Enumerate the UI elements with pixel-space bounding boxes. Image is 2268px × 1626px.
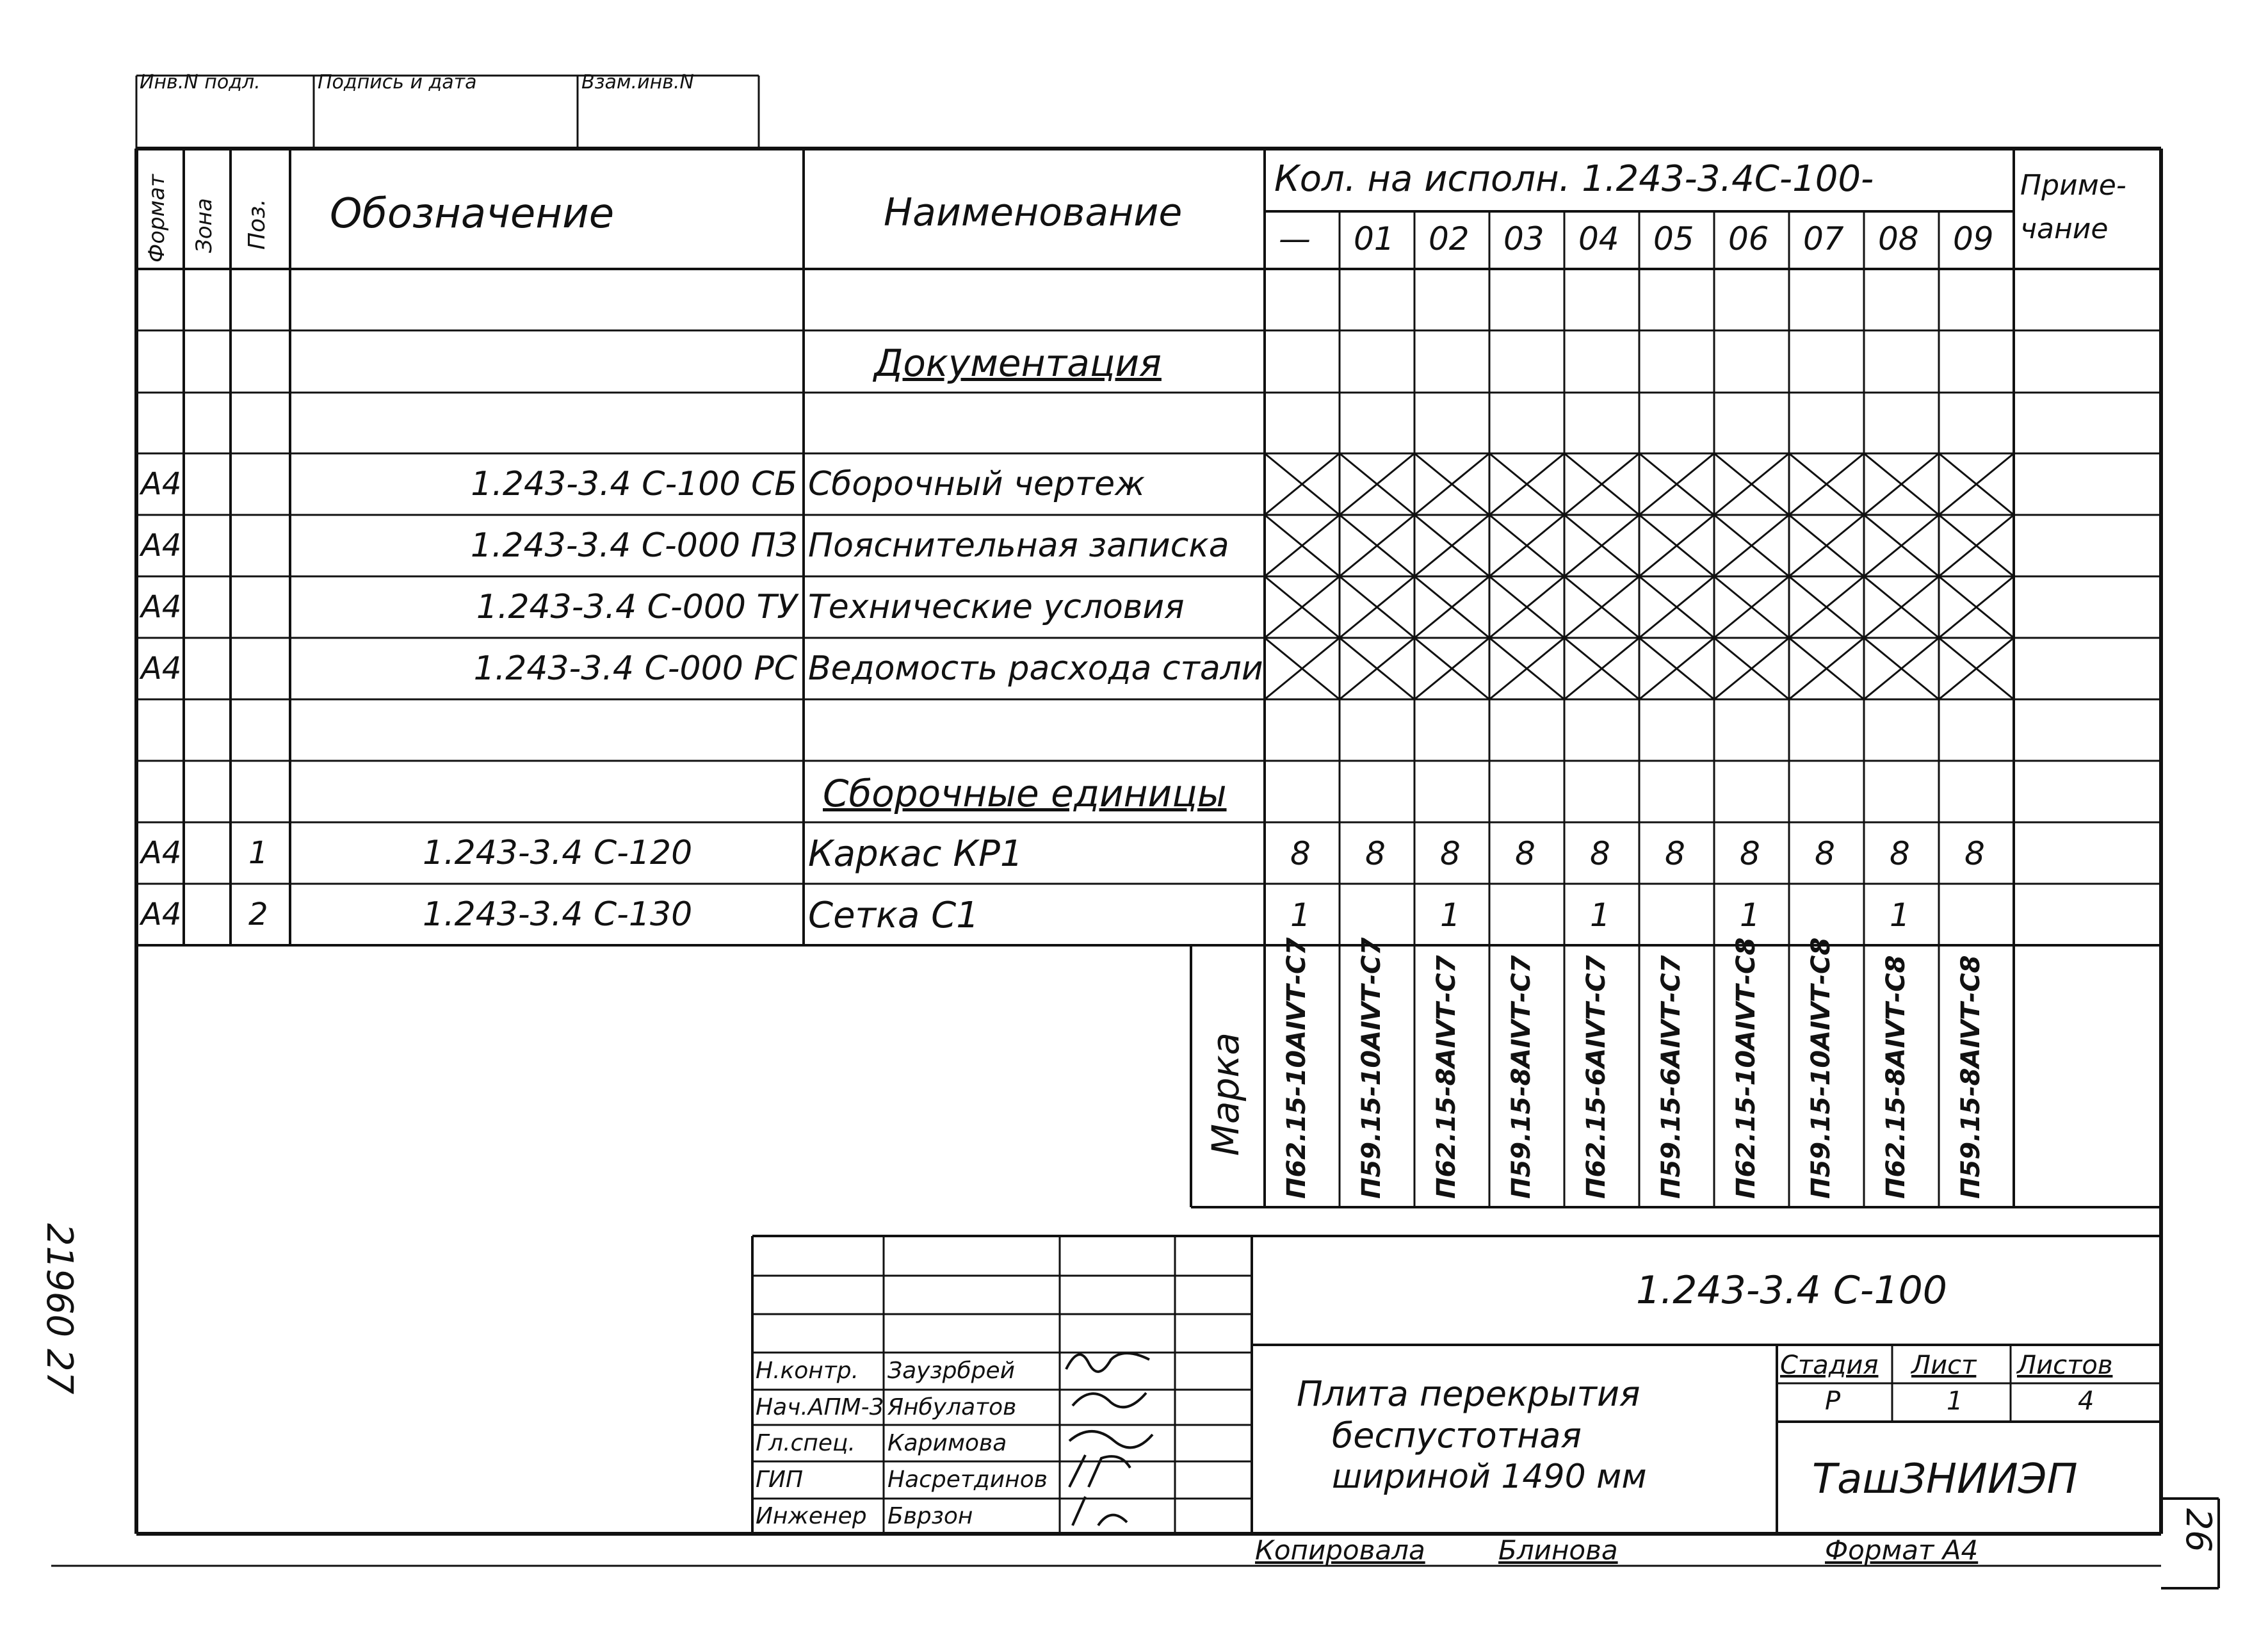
unit-row-format: А4 — [141, 835, 182, 871]
doc-row-name: Технические условия — [808, 588, 1185, 626]
listov-label: Листов — [2017, 1351, 2113, 1380]
stamp-vzam-inv: Взам.инв.N — [581, 71, 694, 93]
unit-row-qty: 8 — [1440, 835, 1461, 872]
footer-kopiroval-name: Блинова — [1498, 1534, 1618, 1566]
marka-item: П59.15-10АⅣТ-С7 — [1357, 937, 1386, 1199]
marka-item: П59.15-6АⅣТ-С7 — [1656, 955, 1686, 1199]
doc-row-name: Сборочный чертеж — [808, 465, 1145, 503]
doc-row-name: Ведомость расхода стали — [808, 649, 1263, 688]
header-zona: Зона — [191, 198, 217, 253]
unit-row-designation: 1.243-3.4 С-130 — [423, 895, 693, 934]
header-oboznachenie: Обозначение — [330, 190, 615, 238]
staff-role: ГИП — [756, 1467, 804, 1493]
unit-row-qty: 8 — [1590, 835, 1610, 872]
marka-label: Марка — [1204, 1032, 1247, 1156]
marka-item: П62.15-10АⅣТ-С8 — [1731, 937, 1761, 1199]
marka-item: П62.15-8АⅣТ-С8 — [1881, 955, 1911, 1199]
variant-header: — — [1279, 220, 1311, 257]
variant-header: 09 — [1953, 220, 1994, 257]
unit-row-qty: 8 — [1365, 835, 1386, 872]
unit-row-qty: 1 — [1740, 897, 1760, 934]
staff-role: Гл.спец. — [756, 1430, 855, 1456]
marka-item: П59.15-8АⅣТ-С8 — [1956, 955, 1986, 1199]
staff-role: Нач.АПМ-3 — [756, 1394, 884, 1420]
unit-row-qty: 8 — [1740, 835, 1760, 872]
unit-row-name: Каркас КР1 — [808, 833, 1023, 875]
header-format: Формат — [144, 174, 170, 263]
unit-row-pos: 1 — [248, 835, 268, 871]
document-code: 1.243-3.4 С-100 — [1636, 1268, 1947, 1313]
doc-row-format: А4 — [141, 528, 182, 564]
stadiya-label: Стадия — [1780, 1351, 1879, 1380]
marka-item: П62.15-10АⅣТ-С7 — [1282, 937, 1311, 1199]
staff-role: Инженер — [756, 1503, 867, 1529]
doc-row-designation: 1.243-3.4 С-000 РС — [473, 649, 797, 688]
unit-row-qty: 1 — [1590, 897, 1610, 934]
title-line-2: беспустотная — [1332, 1415, 1582, 1456]
marka-item: П59.15-10АⅣТ-С8 — [1806, 937, 1836, 1199]
variant-header: 03 — [1503, 220, 1544, 257]
doc-row-name: Пояснительная записка — [808, 526, 1229, 565]
doc-row-format: А4 — [141, 651, 182, 687]
doc-row-designation: 1.243-3.4 С-000 ПЗ — [470, 526, 797, 565]
list-label: Лист — [1911, 1351, 1977, 1380]
header-naimenovanie: Наименование — [884, 190, 1183, 235]
stamp-podpis-data: Подпись и дата — [318, 71, 477, 93]
doc-row-format: А4 — [141, 589, 182, 625]
unit-row-designation: 1.243-3.4 С-120 — [423, 834, 693, 872]
section-assembly: Сборочные единицы — [823, 772, 1227, 815]
variant-header: 05 — [1653, 220, 1694, 257]
archive-number: 21960 27 — [38, 1223, 80, 1395]
variant-header: 06 — [1728, 220, 1769, 257]
variant-header: 08 — [1878, 220, 1919, 257]
doc-row-format: А4 — [141, 466, 182, 502]
header-kol: Кол. на исполн. 1.243-3.4С-100- — [1274, 158, 1874, 200]
unit-row-qty: 8 — [1815, 835, 1835, 872]
marka-item: П62.15-6АⅣТ-С7 — [1582, 955, 1611, 1199]
staff-name: Заузрбрей — [887, 1358, 1016, 1384]
staff-name: Янбулатов — [887, 1394, 1017, 1420]
staff-name: Бврзон — [887, 1503, 973, 1529]
doc-row-designation: 1.243-3.4 С-000 ТУ — [476, 588, 797, 626]
unit-row-qty: 1 — [1440, 897, 1461, 934]
staff-role: Н.контр. — [756, 1358, 859, 1384]
unit-row-format: А4 — [141, 897, 182, 932]
listov-value: 4 — [2078, 1386, 2094, 1416]
footer-format: Формат А4 — [1825, 1534, 1979, 1566]
staff-name: Каримова — [887, 1430, 1007, 1456]
header-prim-1: Приме- — [2020, 169, 2126, 202]
stamp-inv-podl: Инв.N подл. — [140, 71, 261, 93]
title-line-3: шириной 1490 мм — [1332, 1458, 1647, 1496]
unit-row-qty: 8 — [1964, 835, 1985, 872]
header-prim-2: чание — [2020, 213, 2109, 245]
unit-row-qty: 8 — [1515, 835, 1535, 872]
header-poz: Поз. — [244, 199, 270, 250]
variant-header: 02 — [1429, 220, 1470, 257]
title-line-1: Плита перекрытия — [1297, 1374, 1640, 1414]
variant-header: 04 — [1578, 220, 1619, 257]
stadiya-value: Р — [1825, 1386, 1841, 1416]
unit-row-pos: 2 — [248, 897, 268, 932]
list-value: 1 — [1947, 1386, 1963, 1416]
unit-row-qty: 8 — [1665, 835, 1685, 872]
doc-row-designation: 1.243-3.4 С-100 СБ — [471, 465, 797, 503]
unit-row-qty: 1 — [1290, 897, 1311, 934]
marka-item: П59.15-8АⅣТ-С7 — [1507, 955, 1536, 1199]
unit-row-qty: 1 — [1890, 897, 1910, 934]
staff-name: Насретдинов — [887, 1467, 1048, 1493]
unit-row-qty: 8 — [1890, 835, 1910, 872]
variant-header: 01 — [1354, 220, 1395, 257]
marka-item: П62.15-8АⅣТ-С7 — [1432, 955, 1461, 1199]
page-number: 26 — [2178, 1508, 2219, 1552]
section-documentation: Документация — [874, 341, 1162, 385]
organization: ТашЗНИИЭП — [1812, 1456, 2078, 1503]
variant-header: 07 — [1803, 220, 1844, 257]
footer-kopiroval-label: Копировала — [1255, 1534, 1425, 1566]
unit-row-name: Сетка С1 — [808, 895, 979, 936]
unit-row-qty: 8 — [1290, 835, 1311, 872]
